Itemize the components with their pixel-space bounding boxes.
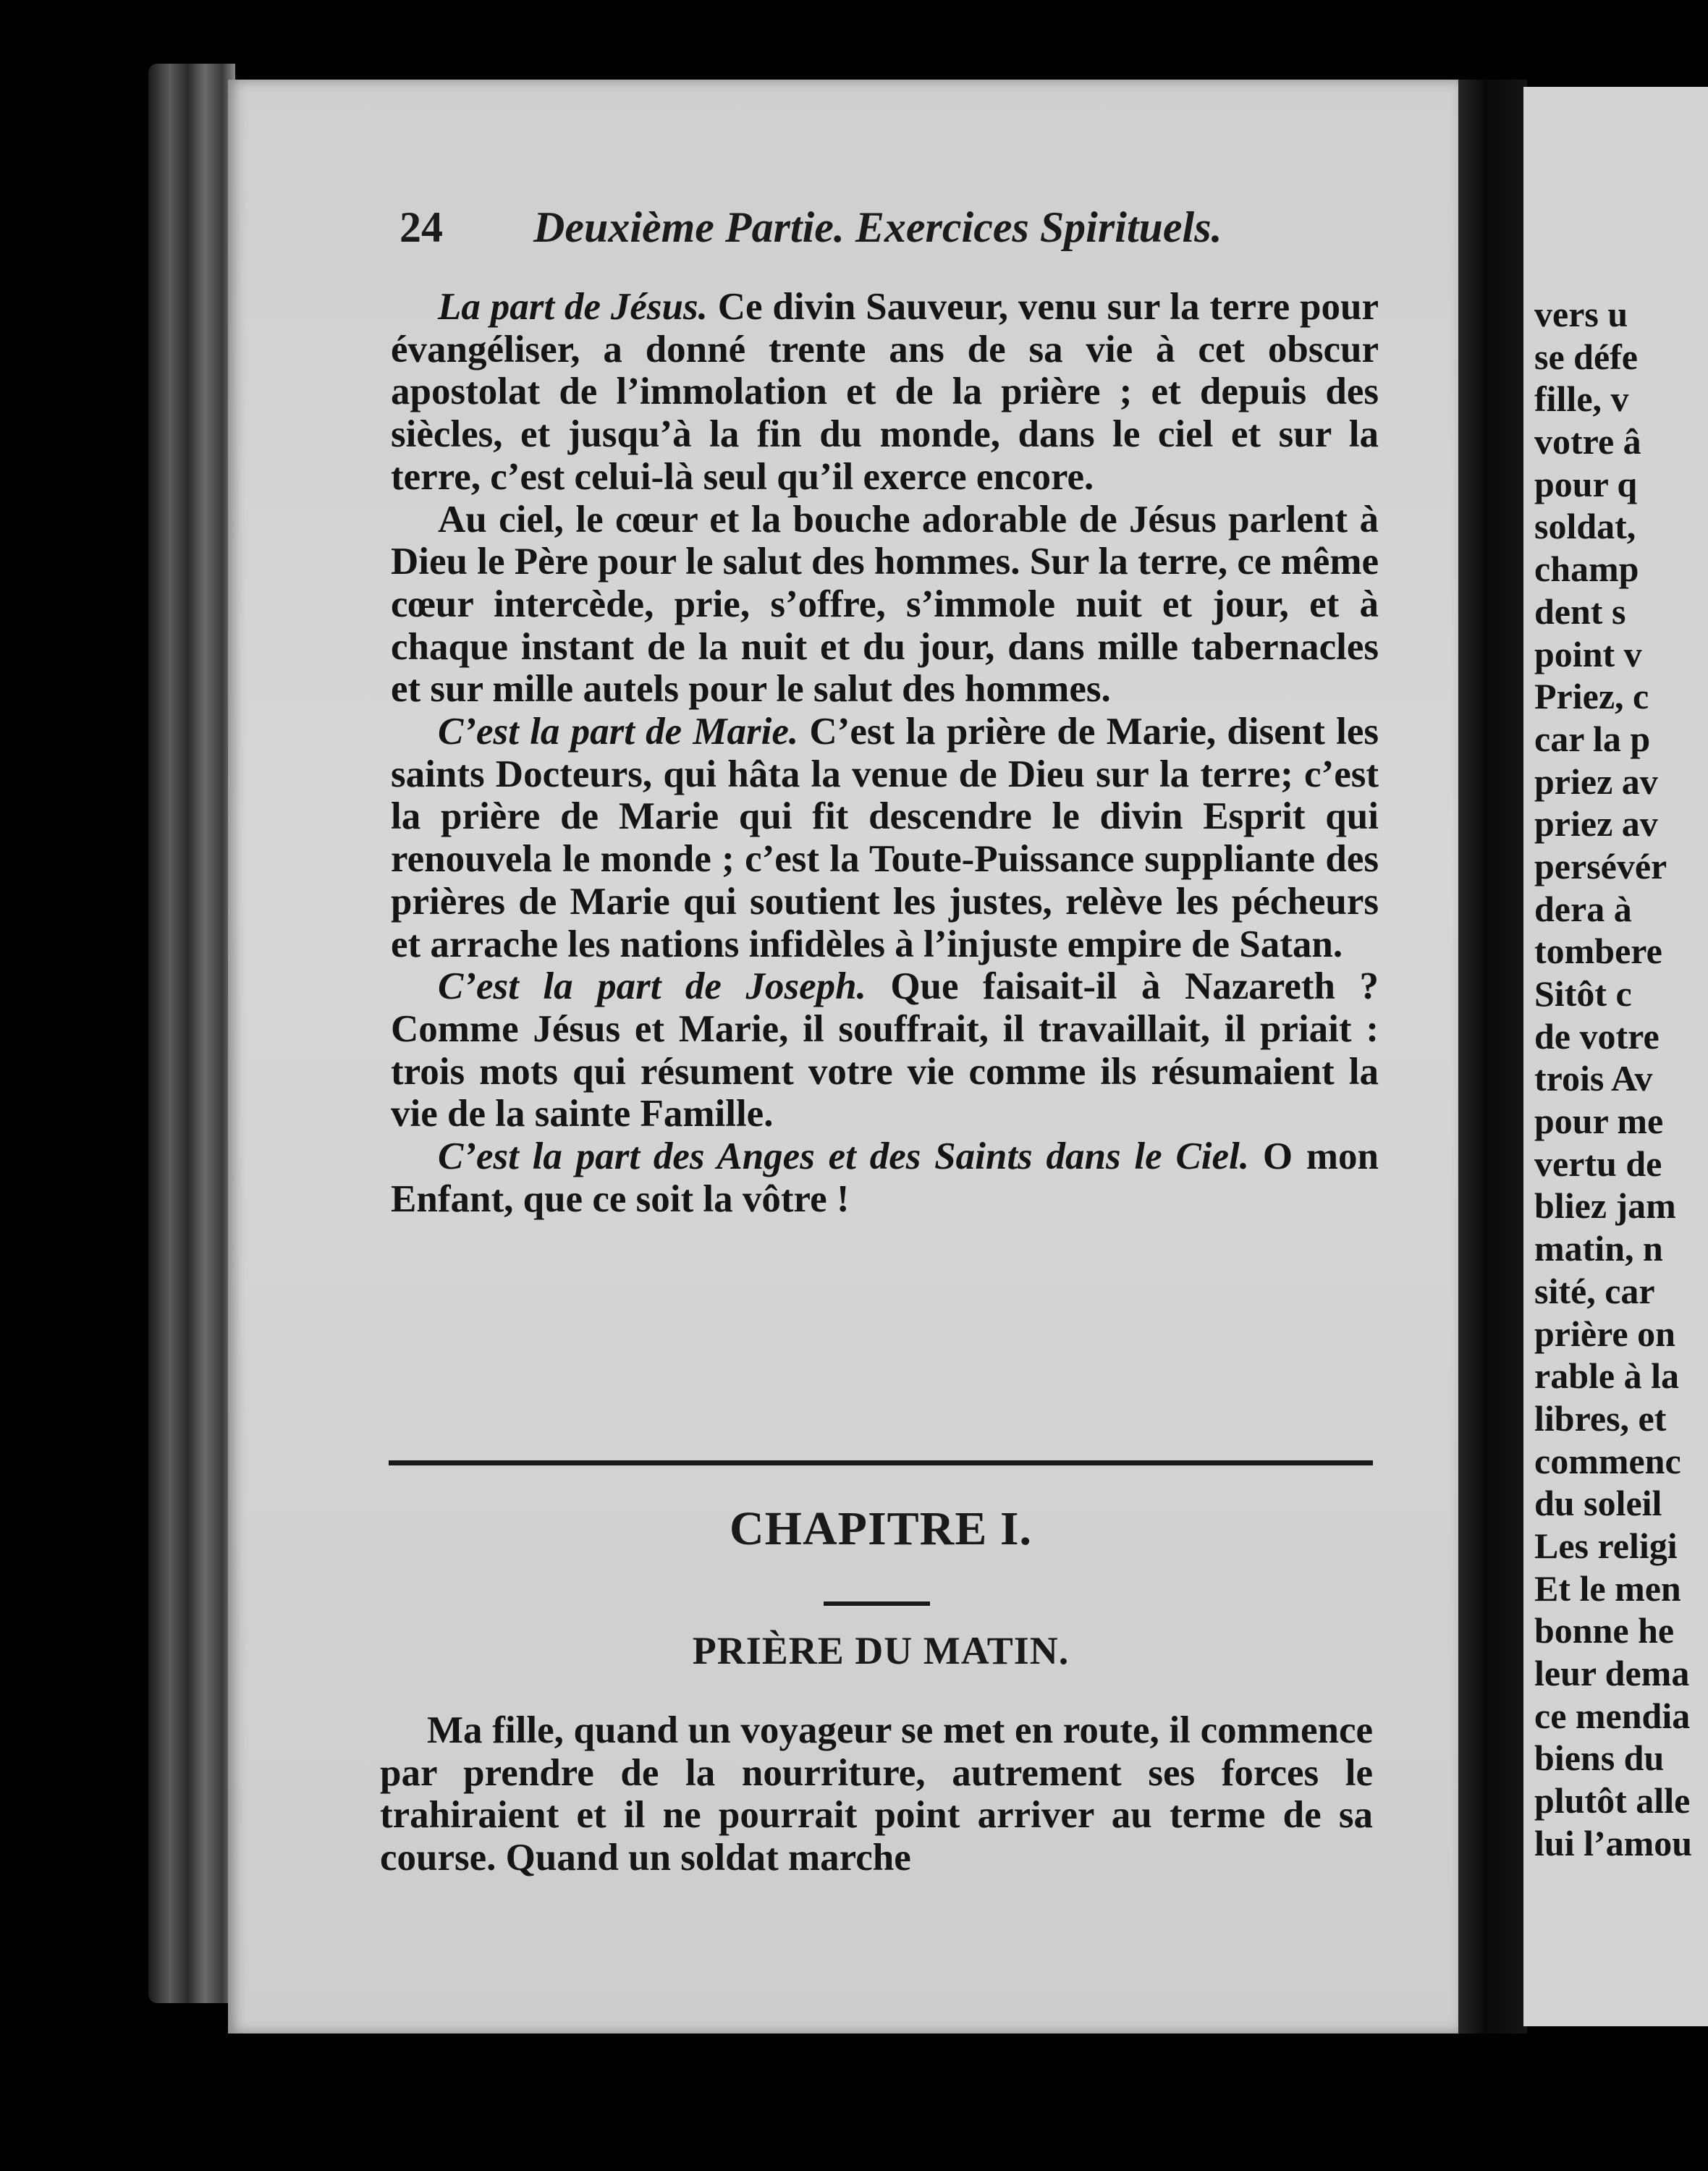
paragraph <box>391 965 1379 1135</box>
right-page-line: bonne he <box>1534 1610 1675 1651</box>
paragraph-text: Ce divin Sauveur, venu sur la terre pour évangéliser, a donné trente ans de sa vie à cet obscur apostolat de l’immolation et de la prière ; et depuis des siècles, et jusqu’à la fin du monde, dans le ciel et sur la terre, c’est celui-là seul qu’il exerce encore. <box>391 286 1379 498</box>
running-head-title: Deuxième Partie. Exercices Spirituels. <box>533 203 1222 251</box>
right-page-line: lui l’amou <box>1534 1822 1693 1863</box>
right-page-line: se défe <box>1534 336 1638 377</box>
chapter-ornament-rule <box>824 1601 930 1606</box>
right-page-line: priez av <box>1534 761 1658 802</box>
right-page-line: car la p <box>1534 718 1651 759</box>
paragraph-text: O mon Enfant, que ce soit la vôtre ! <box>391 1135 1379 1220</box>
chapter-body-text <box>380 1709 1373 1879</box>
right-page-line: Sitôt c <box>1534 973 1632 1014</box>
right-page-line: champ <box>1534 549 1639 590</box>
right-page-line: soldat, <box>1534 506 1636 547</box>
page-number: 24 <box>399 203 443 251</box>
right-page-line: dera à <box>1534 888 1632 929</box>
right-page-line: biens du <box>1534 1738 1665 1779</box>
paragraph <box>391 1135 1379 1220</box>
right-page-line: persévér <box>1534 845 1667 886</box>
right-page-line: votre â <box>1534 421 1641 462</box>
right-page-line: ce mendia <box>1534 1695 1691 1736</box>
right-page-line: Priez, c <box>1534 676 1649 717</box>
right-page-line: matin, n <box>1534 1228 1663 1269</box>
right-page-line: pour q <box>1534 463 1638 504</box>
body-text <box>391 286 1379 1220</box>
right-page-line: prière on <box>1534 1313 1675 1354</box>
right-page-line: vertu de <box>1534 1143 1662 1184</box>
book-spine-edge <box>148 64 235 2003</box>
right-page-line: de votre <box>1534 1015 1660 1057</box>
right-page-line: fille, v <box>1534 378 1629 420</box>
paragraph: Ma fille, quand un voyageur se met en route, il commence par prendre de la nourriture, autrement ses forces le trahiraient et il ne pourrait point arriver au terme de sa course. Quand un soldat marche <box>380 1709 1373 1879</box>
right-page-line: libres, et <box>1534 1397 1667 1439</box>
book-gutter <box>1458 80 1527 2034</box>
running-head <box>399 203 1268 253</box>
right-page-line: commenc <box>1534 1440 1681 1481</box>
right-page-line: Et le men <box>1534 1567 1681 1609</box>
paragraph-lead: C’est la part de Joseph. <box>438 965 866 1008</box>
section-divider-rule <box>389 1460 1373 1465</box>
right-page-line: vers u <box>1534 294 1628 334</box>
paragraph <box>391 499 1379 711</box>
paragraph-text: Que faisait-il à Nazareth ? Comme Jésus et Marie, il souffrait, il travaillait, il priait : trois mots qui résument votre vie comme ils résumaient la vie de la sainte Famille. <box>391 965 1379 1135</box>
right-page-line: du soleil <box>1534 1483 1662 1524</box>
chapter-title: CHAPITRE I. <box>729 1502 1033 1555</box>
right-page-line: leur dema <box>1534 1653 1690 1693</box>
right-page-line: priez av <box>1534 803 1658 845</box>
paragraph-text: C’est la prière de Marie, disent les saints Docteurs, qui hâta la venue de Dieu sur la terre; c’est la prière de Marie qui fit descendre le divin Esprit qui renouvela le monde ; c’est la Toute-Puissance suppliante des prières de Marie qui soutient les justes, relève les pécheurs et arrache les nations infidèles à l’injuste empire de Satan. <box>391 711 1379 965</box>
right-page-line: bliez jam <box>1534 1185 1676 1227</box>
paragraph-lead: C’est la part de Marie. <box>438 711 799 753</box>
right-page-line: sité, car <box>1534 1270 1655 1311</box>
paragraph <box>391 286 1379 499</box>
right-page-line: trois Av <box>1534 1058 1653 1099</box>
paragraph <box>391 711 1379 965</box>
right-page-line: plutôt alle <box>1534 1780 1691 1821</box>
right-page-line: pour me <box>1534 1101 1664 1142</box>
right-page-line: dent s <box>1534 591 1626 632</box>
paragraph-lead: C’est la part des Anges et des Saints dans le Ciel. <box>438 1135 1250 1178</box>
right-page-line: rable à la <box>1534 1355 1679 1397</box>
right-page-line: point v <box>1534 633 1642 674</box>
right-page-line: Les religi <box>1534 1525 1678 1566</box>
paragraph-text: Au ciel, le cœur et la bouche adorable de Jésus parlent à Dieu le Père pour le salut des hommes. Sur la terre, ce même cœur intercède, prie, s’offre, s’immole nuit et jour, et à chaque instant de la nuit et du jour, dans mille tabernacles et sur mille autels pour le salut des hommes. <box>391 498 1379 711</box>
right-page-text <box>1534 293 1708 1864</box>
right-page-line: tombere <box>1534 931 1662 972</box>
section-title: PRIÈRE DU MATIN. <box>692 1629 1070 1672</box>
paragraph-lead: La part de Jésus. <box>438 286 708 328</box>
